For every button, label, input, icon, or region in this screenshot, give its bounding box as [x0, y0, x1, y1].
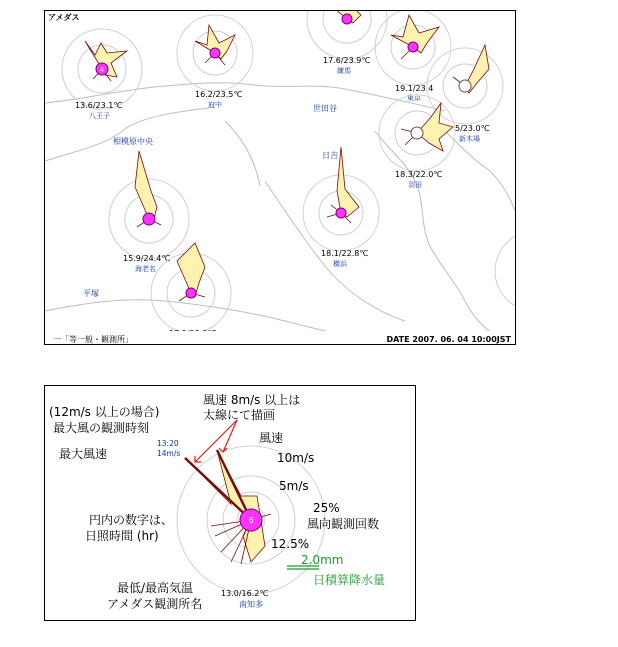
sunshine-marker — [210, 48, 220, 58]
sunshine-hours: 4 — [99, 66, 105, 74]
ring-5-label: 5m/s — [279, 479, 309, 493]
precip-label: 日積算降水量 — [313, 573, 386, 587]
sample-name: 南知多 — [239, 600, 263, 609]
map-header: アメダス — [48, 13, 80, 22]
station-yokohama — [303, 147, 379, 268]
sun-note-2: 日照時間 (hr) — [85, 529, 159, 543]
pct-25-label: 25% — [313, 501, 340, 515]
station-temp: 15.9/24.4℃ — [123, 254, 171, 263]
ring-10-label: 10m/s — [277, 451, 315, 465]
pct-12-label: 12.5% — [271, 537, 310, 551]
station-temp: 18.1/22.8℃ — [321, 249, 369, 258]
boundary-line — [225, 121, 260, 186]
footer-text: 一「等一般・観測所」 — [53, 335, 133, 344]
station-temp: 16.2/23.5℃ — [195, 90, 243, 99]
offscreen-station-ring — [495, 231, 515, 311]
wind-rose-map — [44, 10, 516, 345]
place-sagamihara: 相模原中央 — [113, 137, 153, 146]
wind-speed-label: 風速 — [259, 431, 284, 445]
bold-wind-line — [217, 450, 251, 520]
wind-rose-legend — [44, 385, 416, 621]
sunshine-marker — [408, 42, 418, 52]
station-temp: 5/23.0℃ — [455, 124, 490, 133]
pointer-arrows — [195, 420, 237, 462]
place-hiyoshi: 日吉 — [322, 151, 338, 160]
station-name: 新木場 — [459, 135, 480, 143]
bold-note-1: 風速 8m/s 以上は — [203, 393, 301, 407]
station-name: 練馬 — [337, 67, 351, 75]
station-haneda — [379, 95, 455, 189]
freq-label: 風向観測回数 — [307, 517, 380, 531]
station-temp: 19.1/23.4 — [395, 84, 434, 93]
sunshine-marker — [143, 213, 155, 225]
station-temp: 17.6/23.9℃ — [323, 56, 371, 65]
legend-canvas — [45, 386, 415, 620]
station-name: 府中 — [208, 101, 222, 109]
station-label: アメダス観測所名 — [107, 597, 203, 611]
gust-time: 13:20 — [157, 439, 179, 448]
sunshine-marker — [342, 14, 352, 24]
gust-speed: 14m/s — [157, 449, 181, 458]
max-wind-label: 最大風速 — [59, 447, 108, 461]
map-canvas — [45, 11, 515, 344]
station-ebina — [109, 151, 189, 273]
max-time-label: (12m/s 以上の場合) — [49, 405, 160, 419]
station-name: 横浜 — [333, 260, 347, 268]
station-fuchu — [177, 15, 253, 109]
station-name: 八王子 — [89, 112, 110, 120]
station-name: 羽田 — [408, 181, 422, 189]
bold-note-2: 太線にて描画 — [203, 408, 276, 422]
station-name: 海老名 — [135, 265, 156, 273]
place-setagaya: 世田谷 — [313, 104, 337, 113]
precip-value: 2.0mm — [301, 553, 344, 567]
sunshine-marker — [459, 80, 471, 92]
date-stamp: DATE 2007. 06. 04 10:00JST — [386, 335, 511, 344]
sun-note-1: 円内の数字は、 — [89, 513, 174, 527]
coastline — [445, 131, 515, 211]
max-wind-line — [185, 458, 251, 520]
sunshine-marker — [186, 288, 196, 298]
max-time-label-2: 最大風の観測時刻 — [53, 421, 150, 435]
sunshine-marker — [411, 127, 423, 139]
sample-temp: 13.0/16.2℃ — [221, 589, 269, 598]
station-name: 東京 — [407, 94, 421, 102]
station-temp: 18.3/22.0℃ — [395, 170, 443, 179]
temp-label: 最低/最高気温 — [117, 581, 194, 595]
station-hachioji — [62, 29, 142, 120]
sunshine-value: 6 — [248, 516, 254, 525]
sunshine-marker — [336, 208, 346, 218]
boundary-line — [45, 107, 215, 161]
coastline — [375, 131, 515, 344]
station-temp: 13.6/23.1℃ — [75, 101, 123, 110]
place-hiratsuka: 平塚 — [83, 289, 99, 298]
